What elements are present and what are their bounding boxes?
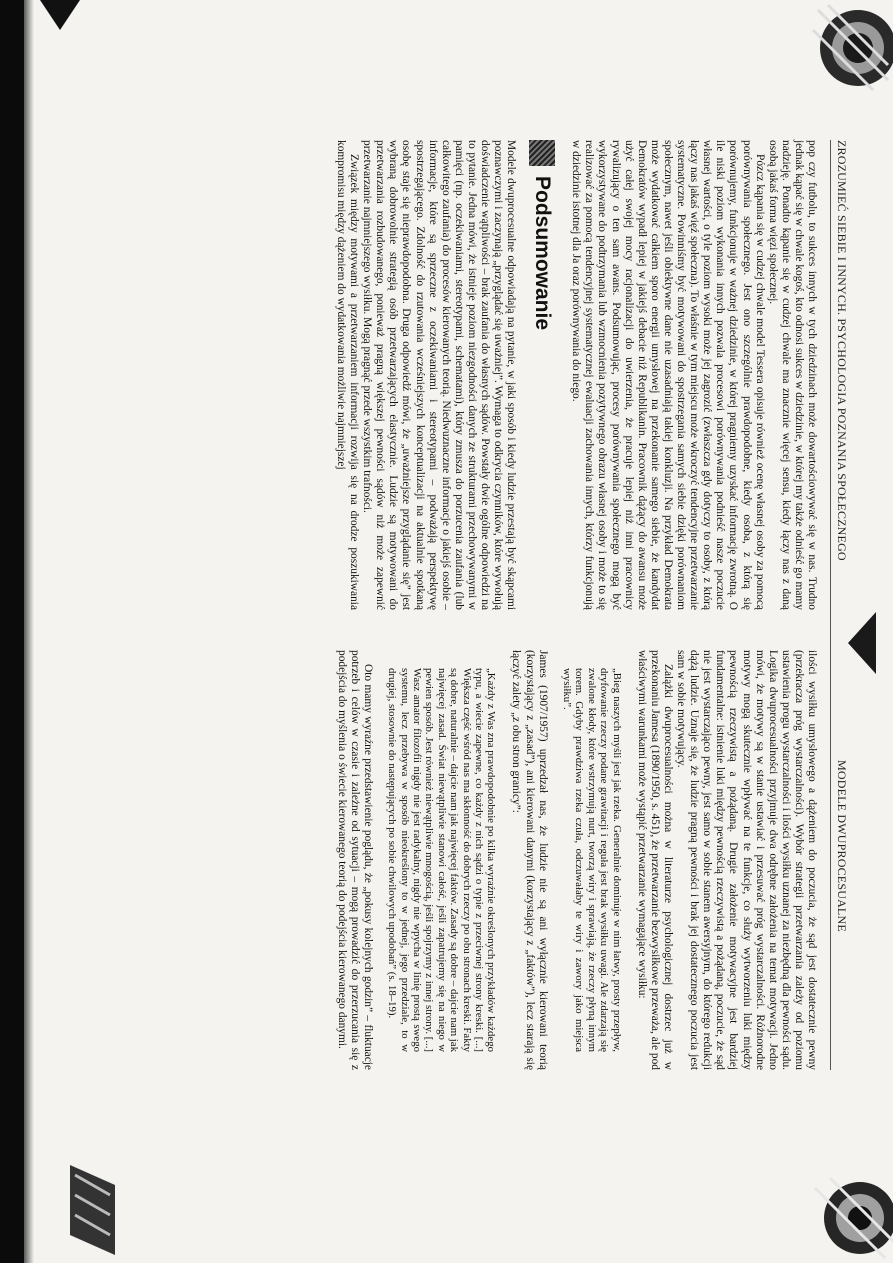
running-header-left: ZROZUMIEĆ SIEBIE I INNYCH. PSYCHOLOGIA POZNANIA SPOŁECZNEGO [835, 140, 849, 561]
paragraph: Związek między motywami a przetwarzaniem informacji rozwija się na drodze poszukiwania kompromisu między dążeniem do wydatkowania możliwie najmniejszej [335, 140, 361, 610]
paragraph: Modele dwuprocesualne odpowiadają na pytanie, w jaki sposób i kiedy ludzie przestają być skąpcami poznawczymi i zaczynają „przyglądać się uważniej”. Wymaga to odkrycia czynników, które wywołują doświadczenie wątpliwości – brak zaufania do własnych sądów. Powstały dwie ogólne odpowiedzi na to pytanie. Jedna mówi, że istnieje poziom niezgodności danych ze strukturami przechowywanymi w pamięci (np. oczekiwaniami, stereotypami, schematami), który zmusza do porzucenia zaufania (lub całkowitego zaufania) do procesów kierowanych teorią. Niedwuznaczne informacje o jakiejś osobie – informacje, które są sprzeczne z oczekiwaniami i stereotypami – podważają perspektywę spostrzegającego. Zdolność do rzutowania wcześniejszych konceptualizacji na aktualnie spotkaną osobę staje się nieprawdopodobna. Druga odpowiedź mówi, że „uważniejsze przyglądanie się” jest wybraną dobrowolnie strategią osób przetwarzających elastycznie. Ludzie są motywowani do przetwarzania rozbudowanego, ponieważ pragną większej pewności sądów niż może zapewnić przetwarzanie najmniejszego wysiłku. Mogą pragnąć przede wszystkim trafności. [361, 140, 518, 610]
header-rule-left [830, 140, 831, 680]
left-page-column [334, 140, 818, 610]
block-quote: „Każdy z Was zna prawdopodobnie po kilka wyraźnie określonych przykładów każdego typu, a wiecie zapewne, co każdy z nich sądzi o typie z przeciwnej strony kreski. [...] Większa część wśród nas ma skłonność do dobrych rzeczy po obu stronach kreski. Fakty są dobre, naturalnie – dajcie nam jak najwięcej faktów. Zasady są dobre – dajcie nam jak najwięcej zasad. Świat niewątpliwie stanowi całość, jeśli zapatrujemy się na niego w pewien sposób. Jest również niewątpliwie mnogością, jeśli spojrzymy z innej strony. [...] Wasz amator filozofii nigdy nie jest radykalny, nigdy nie wpycha w linię prostą swego systemu, lecz przebywa w sposób nieokreślony to w jednej, jego przedziale, to w drugiej, stosownie do następujących po sobie chwilowych upodobań” (s. 18–19). [386, 668, 498, 1053]
header-rule-right [830, 600, 831, 1070]
block-quote: „Bieg naszych myśli jest jak rzeka. Generalnie dominuje w nim łatwy, prosty przepływ, dryfowanie rzeczy podane grawitacji i reguła jest brak wysiłku uwagi. Ale zdarzają się zwalone kłody, które wstrzymują nurt, tworzą wiry i sprawiają, że rzeczy płyną innym torem. Gdyby prawdziwa rzeka czuła, odczuwałaby te wiry i zawory jako miejsca wysiłku”. [561, 668, 623, 1052]
section-heading [529, 140, 555, 610]
running-header-right: MODELE DWUPROCESUALNE [835, 760, 849, 932]
right-page-column [334, 650, 818, 1070]
paragraph: pop czy futbolu, to sukces innych w tych dziedzinach może dowartościowywać się w nas. Trudno jednak kąpać się w chwale kogoś, kto odnosi sukces w dziedzinie, w której my także odnieść go mamy nadzieję. Ponadto kąpanie się w cudzej chwale ma znacznie więcej sensu, kiedy łączy nas z daną osobą jakaś forma więzi społecznej. [766, 140, 818, 610]
paragraph: Oto mamy wyraźne przedstawienie poglądu, że „pokusy kolejnych godzin” – fluktuacje potrzeb i celów w czasie i zależne od sytuacji – mogą prowadzić do przerzucania się z podejścia do myślenia o świecie kierowanego teorią do podejścia kierowanego danymi. [335, 650, 374, 1070]
section-marker-icon [529, 140, 555, 166]
paragraph: Zalążki dwuprocesualności można w literaturze psychologicznej dostrzec już w przekonaniu Jamesa (1890/1950, s. 451), że przetwarzanie bezwysiłkowe przeważa, ale pod właściwymi warunkami może wystąpić przetwarzanie wymagające wysiłku: [635, 650, 674, 1070]
paragraph: ilości wysiłku umysłowego a dążeniem do poczucia, że sąd jest dostatecznie pewny (przekracza próg wystarczalności). Wybór strategii przetwarzania zależy od poziomu ustawienia progu wystarczalności i ilości wysiłku uznanej za niezbędną dla pewności sądu. Logika dwuprocesualności przyjmuje dwa odrębne założenia na temat motywacji. Jedno mówi, że motywy są w stanie ustawiać i przesuwać próg wystarczalności. Różnorodne motywy mogą skutecznie wpływać na te funkcje, co służy wytworzeniu luki między pewnością rzeczywistą a pożądaną. Drugie założenie motywacyjne jest bardziej fundamentalne: istnienie luki między pewnością rzeczywistą a pożądaną, poczucie, że sąd nie jest wystarczająco pewny, jest samo w sobie stanem awersyjnym, do którego redukcji dążą ludzie. Uznaje się, że ludzie pragną pewności i brak jej dostatecznego poczucia jest sam w sobie motywujący. [675, 650, 818, 1070]
paragraph: Pózcz kąpania się w cudzej chwale model Tessera opisuje również ocenę własnej osoby za pomocą porównywania społecznego. Jest ono szczególnie prawdopodobne, kiedy osoba, z którą się porównujemy, funkcjonuje w ważnej dziedzinie, w której pragniemy uzyskać informację zwrotną. O ile niski poziom wykonania innych pozwala procesowi porównywania podnieść nasze poczucie własnej wartości, o tyle poziom wysoki może jej zagrozić (zwłaszcza gdy dotyczy to osoby, z którą łączy nas jakaś więź społeczna). To właśnie w tym miejscu może wkroczyć tendencyjne przetwarzanie systematyczne. Powinniśmy być motywowani do spostrzegania samych siebie dzięki porównaniom społecznym, nawet jeśli obiektywne dane nie uzasadniają takiej konkluzji. Na przykład Demokrata może wydatkować całkiem sporo energii umysłowej na przekonanie samego siebie, że kandydat Demokratów wypadł lepiej w jakiejś debacie niż Republikanin. Pracownik dążący do awansu może użyć całej swojej mocy racjonalizacji do uwierzenia, że pracuje lepiej niż inni pracownicy rywalizujący o ten sam awans. Podsumowując, procesy porównywania społecznego mogą być wykorzystywane do podtrzymania lub wzmocnienia pozytywnego obrazu własnej osoby i może to się realizować za pomocą tendencyjnej systematycznej ewaluacji zachowania innych, którzy funkcjonują w dziedzinie istotnej dla Ja oraz porównywania do niego. [570, 140, 766, 610]
section-title: Podsumowanie [530, 176, 554, 331]
paragraph: James (1907/1957) uprzedzał nas, że ludzie nie są ani wyłącznie kierowani teorią (korzystający z „zasad”), ani kierowani danymi (korzystający z „faktów”), lecz starają się łączyć zalety „z obu stron granicy”: [510, 650, 549, 1070]
